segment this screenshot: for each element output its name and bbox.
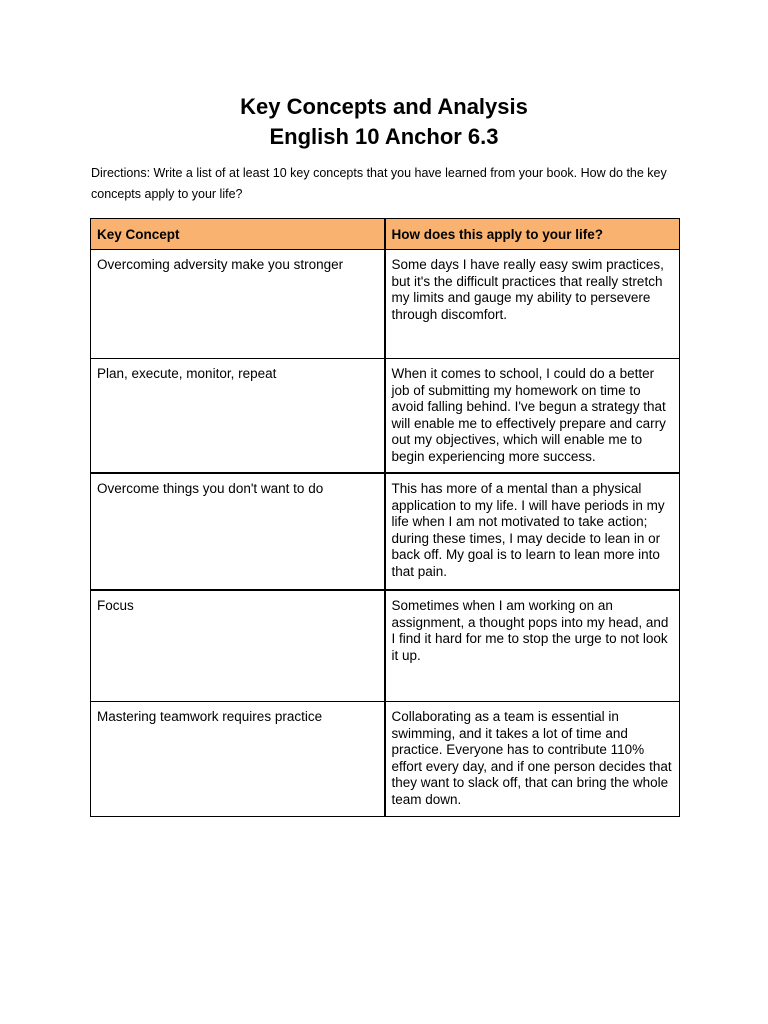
concept-cell: Overcoming adversity make you stronger — [91, 250, 385, 359]
application-cell: This has more of a mental than a physical application to my life. I will have periods in my life when I am not motivated to take action; during these times, I may decide to lean in or back off. My goal is to learn to lean more into that pain. — [385, 473, 680, 590]
header-key-concept: Key Concept — [91, 219, 385, 250]
table-header-row — [91, 219, 680, 250]
table-row — [91, 250, 680, 359]
application-cell: Some days I have really easy swim practices, but it's the difficult practices that really stretch my limits and gauge my ability to persevere through discomfort. — [385, 250, 680, 359]
document-title: Key Concepts and Analysis — [240, 94, 528, 119]
concept-cell: Mastering teamwork requires practice — [91, 702, 385, 817]
table-row — [91, 359, 680, 474]
table-row — [91, 473, 680, 590]
key-concepts-table — [90, 218, 680, 817]
concept-cell: Plan, execute, monitor, repeat — [91, 359, 385, 474]
application-cell: Collaborating as a team is essential in swimming, and it takes a lot of time and practice. Everyone has to contribute 110% effort every day, and if one person decides that they want to slack off, that can bring the whole team down. — [385, 702, 680, 817]
application-cell: Sometimes when I am working on an assignment, a thought pops into my head, and I find it hard for me to stop the urge to not look it up. — [385, 590, 680, 702]
application-cell: When it comes to school, I could do a better job of submitting my homework on time to avoid falling behind. I've begun a strategy that will enable me to effectively prepare and carry out my objectives, which will enable me to begin experiencing more success. — [385, 359, 680, 474]
directions-text: Directions: Write a list of at least 10 key concepts that you have learned from your book. How do the key concepts apply to your life? — [91, 166, 667, 201]
document-subtitle: English 10 Anchor 6.3 — [269, 124, 499, 149]
concept-cell: Overcome things you don't want to do — [91, 473, 385, 590]
table-row — [91, 702, 680, 817]
header-application: How does this apply to your life? — [385, 219, 680, 250]
table-row — [91, 590, 680, 702]
concept-cell: Focus — [91, 590, 385, 702]
